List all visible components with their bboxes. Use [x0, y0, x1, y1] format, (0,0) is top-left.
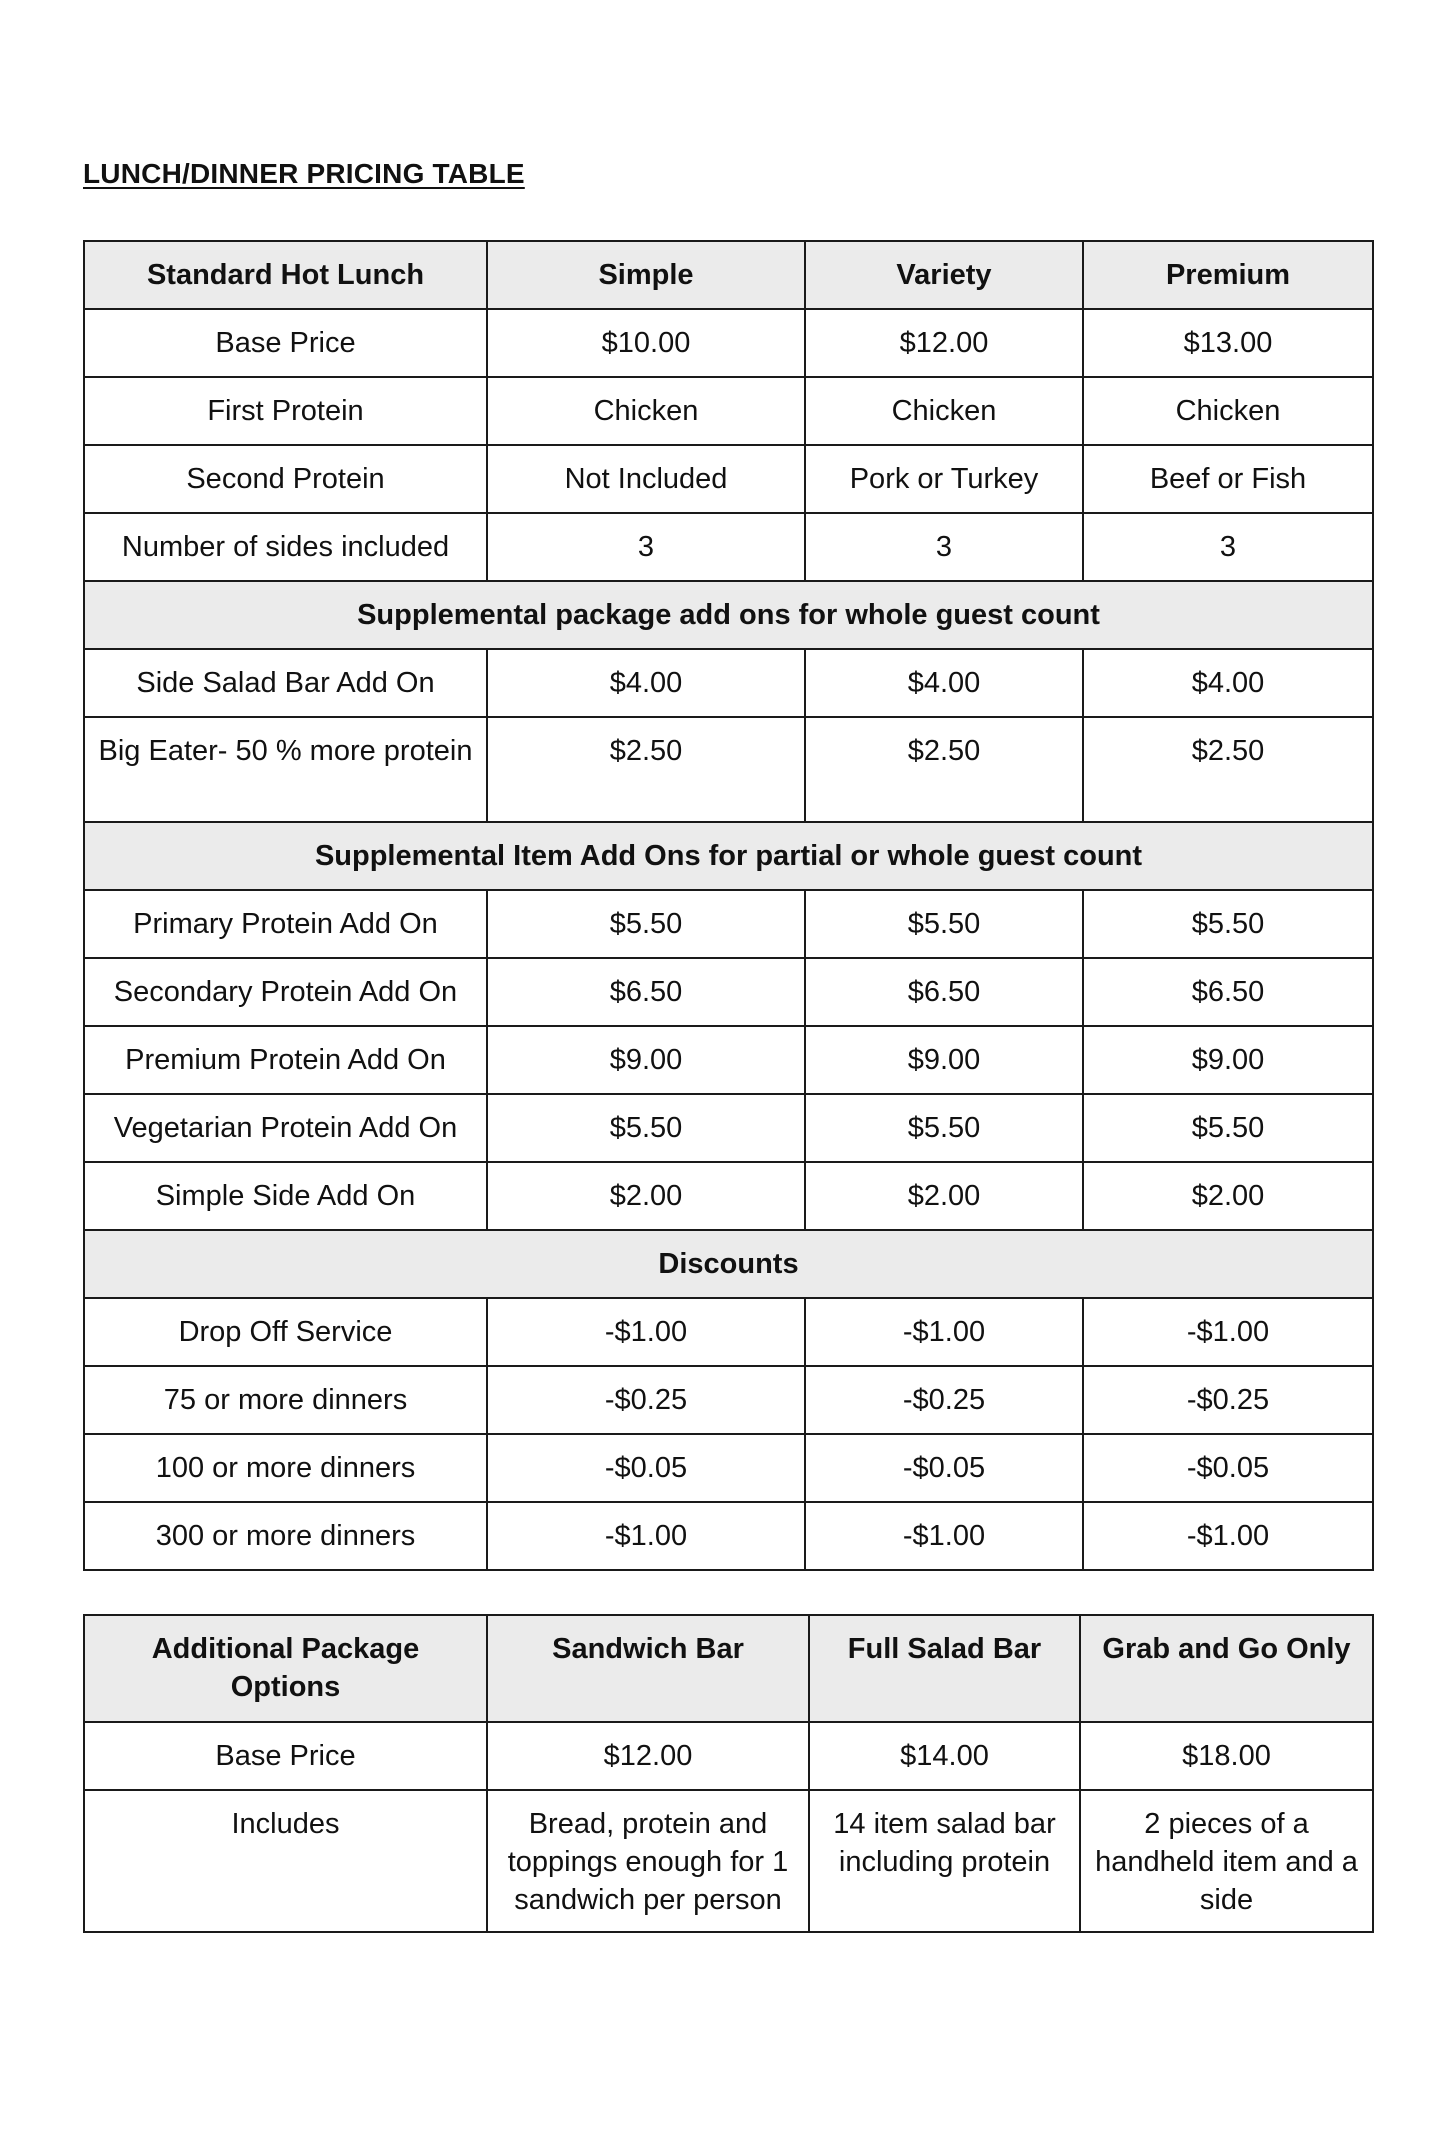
table-cell: $4.00 [1083, 649, 1373, 717]
table-cell: -$0.25 [1083, 1366, 1373, 1434]
table-cell: $2.50 [487, 717, 805, 822]
section-header-supplemental-package [84, 581, 1373, 649]
table-cell: Beef or Fish [1083, 445, 1373, 513]
row-label: 300 or more dinners [84, 1502, 487, 1570]
header-cell: Standard Hot Lunch [84, 241, 487, 309]
table-cell: 3 [487, 513, 805, 581]
table-cell: $6.50 [487, 958, 805, 1026]
section-title: Supplemental package add ons for whole guest count [84, 581, 1373, 649]
table-row [84, 1434, 1373, 1502]
table-cell: -$0.05 [805, 1434, 1083, 1502]
table-cell: -$0.05 [1083, 1434, 1373, 1502]
table-cell: $2.00 [1083, 1162, 1373, 1230]
table-cell: -$1.00 [1083, 1298, 1373, 1366]
table-cell: $2.50 [805, 717, 1083, 822]
row-label: Base Price [84, 1722, 487, 1790]
table-cell: -$0.25 [805, 1366, 1083, 1434]
table-row [84, 958, 1373, 1026]
table-header-row [84, 1615, 1373, 1722]
table-cell: 3 [805, 513, 1083, 581]
standard-hot-lunch-pricing-table [83, 240, 1374, 1571]
table-cell: Not Included [487, 445, 805, 513]
table-row [84, 1162, 1373, 1230]
row-label: Secondary Protein Add On [84, 958, 487, 1026]
table-row [84, 513, 1373, 581]
table-row [84, 1094, 1373, 1162]
row-label: 100 or more dinners [84, 1434, 487, 1502]
table-cell: 2 pieces of a handheld item and a side [1080, 1790, 1373, 1932]
table-row [84, 1366, 1373, 1434]
table-cell: -$1.00 [1083, 1502, 1373, 1570]
table-cell: $5.50 [487, 1094, 805, 1162]
table-cell: Chicken [805, 377, 1083, 445]
table-cell: -$0.05 [487, 1434, 805, 1502]
table-cell: $5.50 [805, 1094, 1083, 1162]
table-cell: 14 item salad bar including protein [809, 1790, 1080, 1932]
table-row [84, 1790, 1373, 1932]
table-cell: $12.00 [805, 309, 1083, 377]
table-cell: $18.00 [1080, 1722, 1373, 1790]
table-cell: $2.50 [1083, 717, 1373, 822]
table-cell: $9.00 [487, 1026, 805, 1094]
table-cell: 3 [1083, 513, 1373, 581]
table-cell: -$1.00 [805, 1298, 1083, 1366]
table-cell: -$0.25 [487, 1366, 805, 1434]
table-cell: $5.50 [805, 890, 1083, 958]
table-cell: $2.00 [805, 1162, 1083, 1230]
table-row [84, 377, 1373, 445]
section-header-discounts [84, 1230, 1373, 1298]
document-title: LUNCH/DINNER PRICING TABLE [83, 158, 525, 189]
row-label: First Protein [84, 377, 487, 445]
table-cell: $5.50 [1083, 1094, 1373, 1162]
table-cell: $13.00 [1083, 309, 1373, 377]
table-cell: $12.00 [487, 1722, 809, 1790]
header-cell: Additional Package Options [84, 1615, 487, 1722]
table-cell: $10.00 [487, 309, 805, 377]
header-cell: Sandwich Bar [487, 1615, 809, 1722]
row-label: Big Eater- 50 % more protein [84, 717, 487, 822]
table-cell: -$1.00 [487, 1298, 805, 1366]
table-cell: $5.50 [1083, 890, 1373, 958]
table-row [84, 1298, 1373, 1366]
table-cell: $14.00 [809, 1722, 1080, 1790]
table-row [84, 309, 1373, 377]
additional-package-options-table [83, 1614, 1374, 1933]
table-row [84, 890, 1373, 958]
row-label: Side Salad Bar Add On [84, 649, 487, 717]
table-cell: -$1.00 [805, 1502, 1083, 1570]
row-label: Includes [84, 1790, 487, 1932]
table-row [84, 649, 1373, 717]
row-label: Second Protein [84, 445, 487, 513]
row-label: Primary Protein Add On [84, 890, 487, 958]
section-title: Supplemental Item Add Ons for partial or whole guest count [84, 822, 1373, 890]
row-label: Premium Protein Add On [84, 1026, 487, 1094]
table-cell: Chicken [1083, 377, 1373, 445]
row-label: Vegetarian Protein Add On [84, 1094, 487, 1162]
table-header-row [84, 241, 1373, 309]
table-cell: $6.50 [805, 958, 1083, 1026]
table-row [84, 445, 1373, 513]
header-cell: Variety [805, 241, 1083, 309]
table-cell: $5.50 [487, 890, 805, 958]
row-label: Number of sides included [84, 513, 487, 581]
row-label: 75 or more dinners [84, 1366, 487, 1434]
row-label: Drop Off Service [84, 1298, 487, 1366]
row-label: Base Price [84, 309, 487, 377]
table-cell: Bread, protein and toppings enough for 1 sandwich per person [487, 1790, 809, 1932]
table-cell: $4.00 [805, 649, 1083, 717]
table-cell: $4.00 [487, 649, 805, 717]
header-cell: Premium [1083, 241, 1373, 309]
section-title: Discounts [84, 1230, 1373, 1298]
table-cell: $9.00 [805, 1026, 1083, 1094]
table-row [84, 1722, 1373, 1790]
table-row [84, 1026, 1373, 1094]
table-cell: $9.00 [1083, 1026, 1373, 1094]
header-cell: Simple [487, 241, 805, 309]
table-row [84, 1502, 1373, 1570]
section-header-supplemental-item [84, 822, 1373, 890]
table-cell: -$1.00 [487, 1502, 805, 1570]
table-cell: $6.50 [1083, 958, 1373, 1026]
header-cell: Grab and Go Only [1080, 1615, 1373, 1722]
table-cell: Pork or Turkey [805, 445, 1083, 513]
row-label: Simple Side Add On [84, 1162, 487, 1230]
table-row [84, 717, 1373, 822]
table-cell: $2.00 [487, 1162, 805, 1230]
table-cell: Chicken [487, 377, 805, 445]
header-cell: Full Salad Bar [809, 1615, 1080, 1722]
